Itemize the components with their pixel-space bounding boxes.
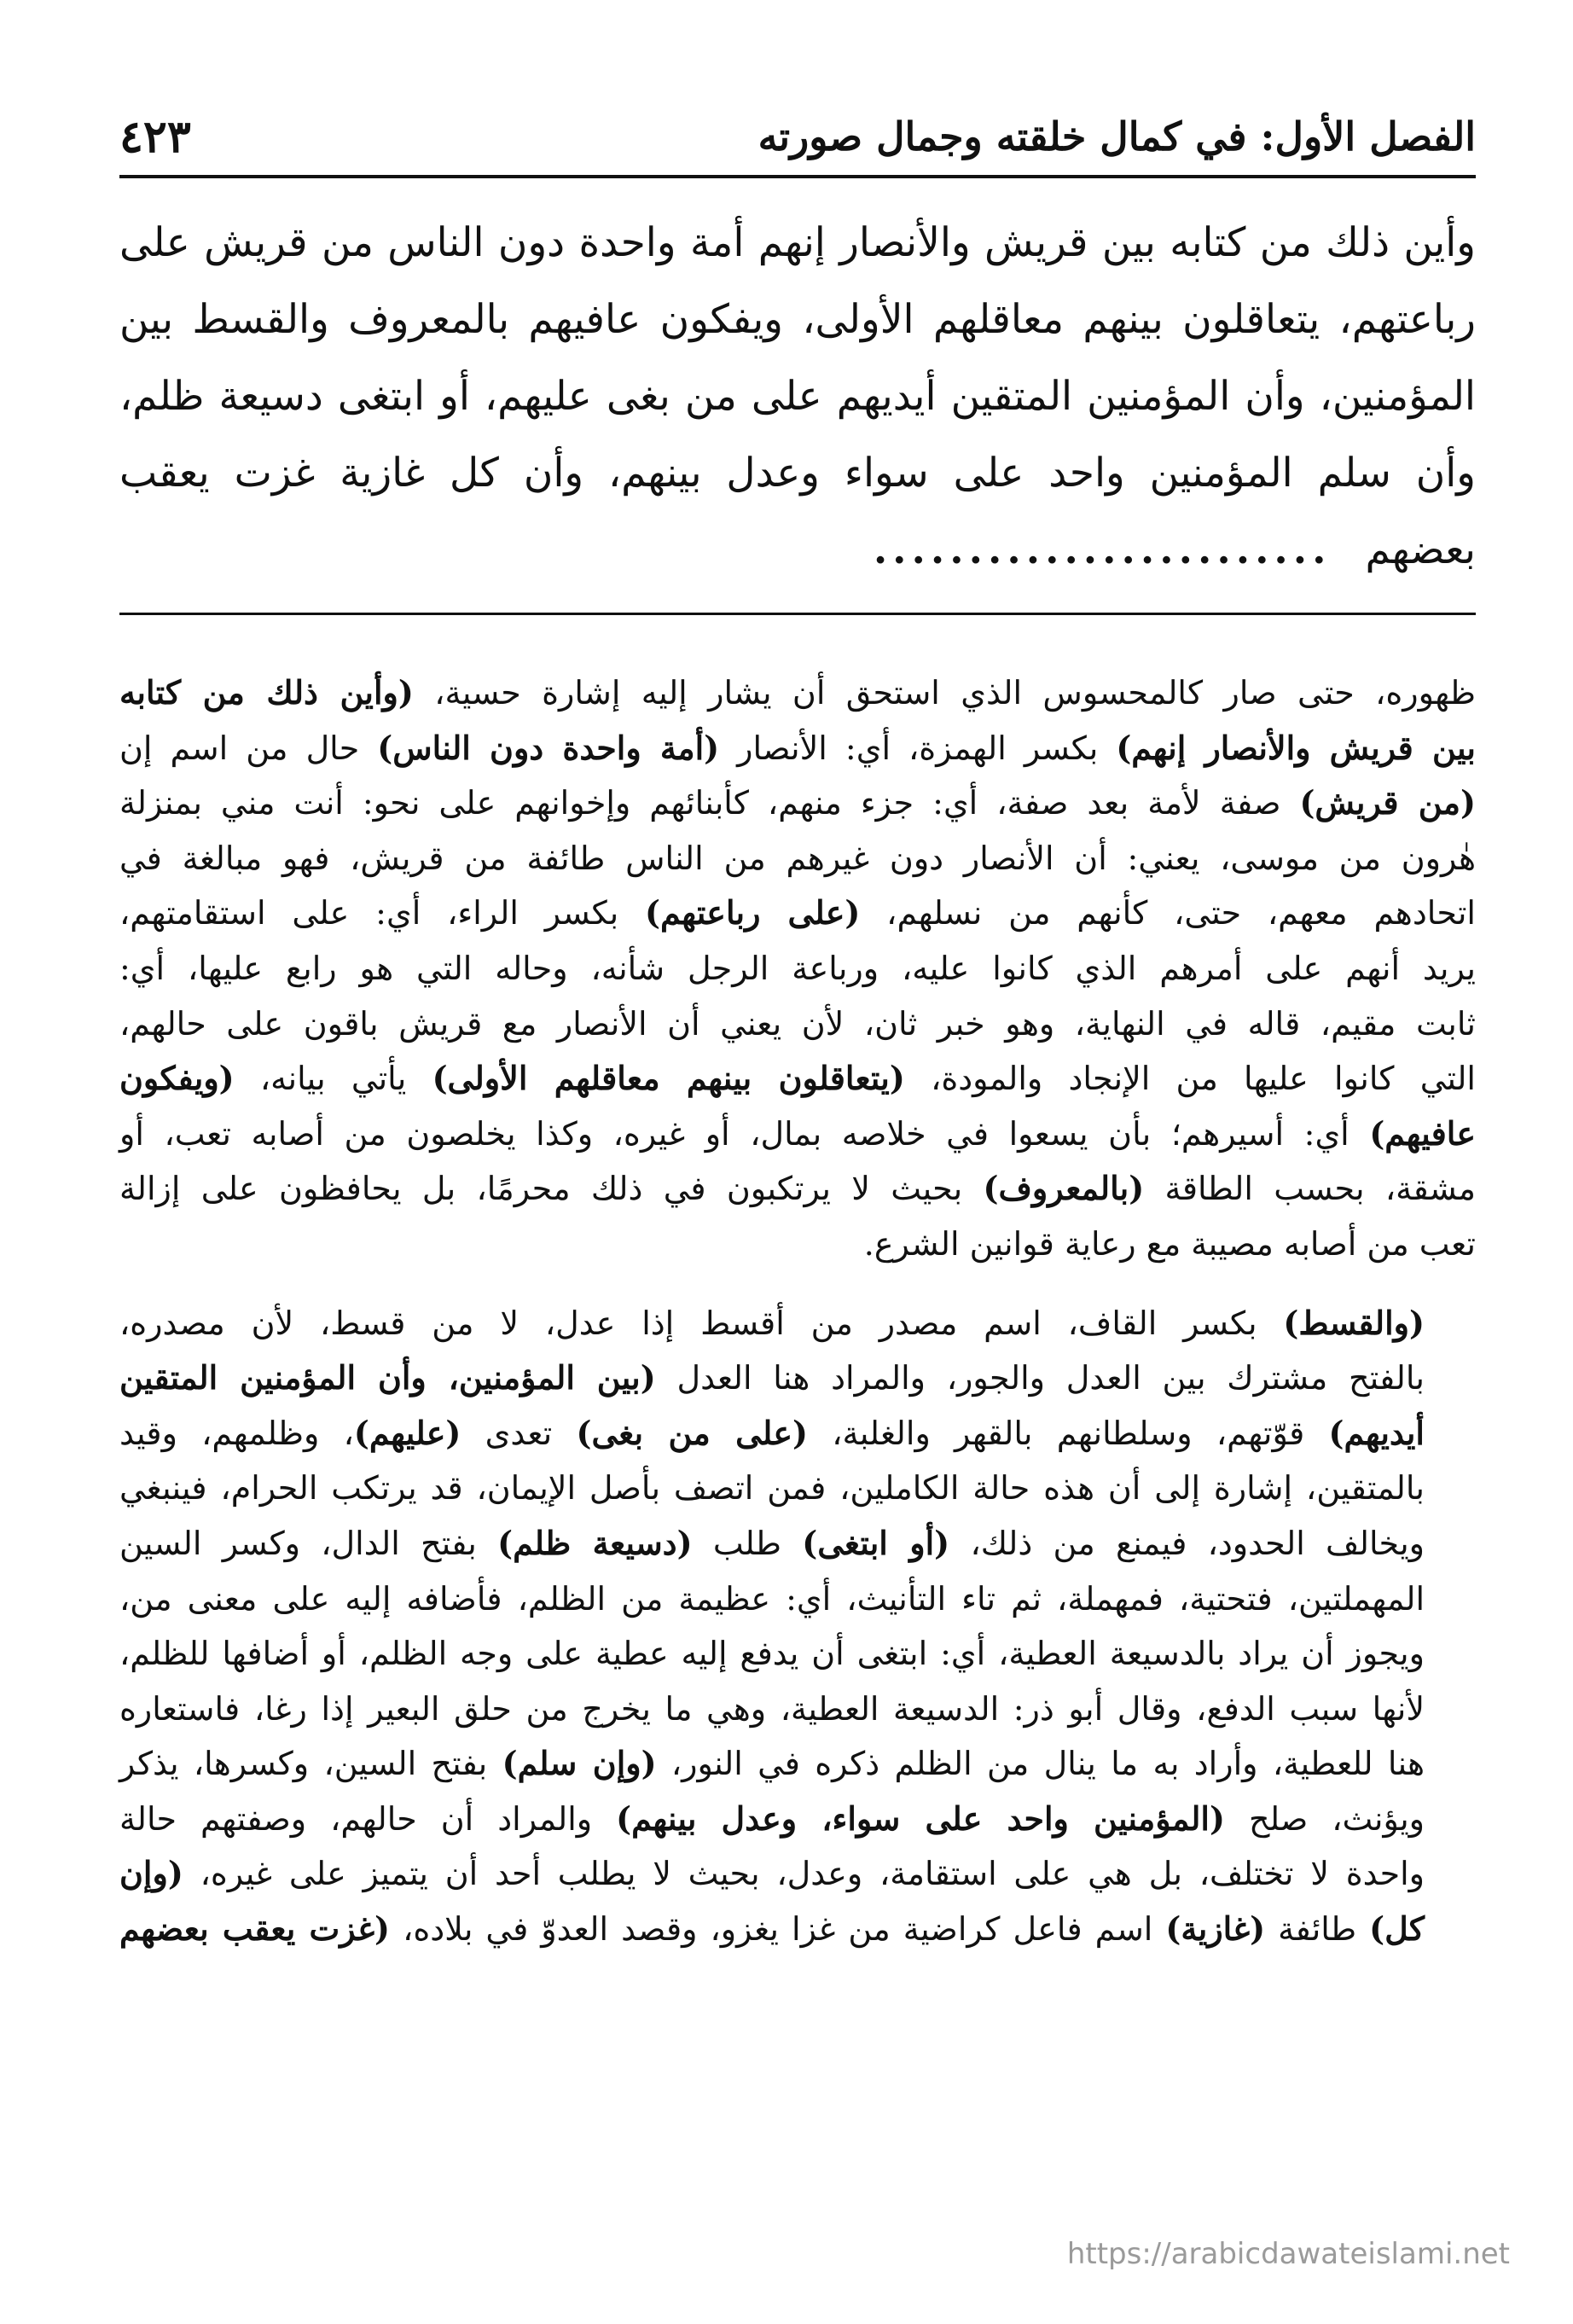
commentary-line xyxy=(119,831,1476,886)
chapter-title: الفصل الأول: في كمال خلقته وجمال صورته xyxy=(757,113,1476,160)
commentary-text: ، وظلمهم، وقيد xyxy=(119,1414,354,1452)
commentary-line xyxy=(119,1626,1476,1682)
commentary-text: ويجوز أن يراد بالدسيعة العطية، أي: ابتغى أن يدفع إليه عطية على وجه الظلم، أو أضافها للظلم، xyxy=(119,1635,1425,1673)
sharh-commentary xyxy=(119,665,1476,1957)
commentary-text: صفة لأمة بعد صفة، أي: جزء منهم، كأبنائهم وإخوانهم على نحو: أنت مني بمنزلة xyxy=(119,784,1300,822)
page-header xyxy=(119,102,1476,171)
commentary-text: مشقة، بحسب الطاقة xyxy=(1144,1170,1477,1208)
commentary-text: تعدى xyxy=(461,1414,577,1452)
commentary-line xyxy=(119,665,1476,721)
quoted-matn-text: (يتعاقلون بينهم معاقلهم الأولى) xyxy=(432,1059,905,1098)
quoted-matn-text: (وإن xyxy=(119,1854,183,1893)
commentary-text: قوّتهم، وسلطانهم بالقهر والغلبة، xyxy=(808,1414,1329,1452)
commentary-paragraph-1 xyxy=(119,665,1476,1272)
commentary-line xyxy=(119,1107,1476,1162)
commentary-text: بالفتح مشترك بين العدل والجور، والمراد هنا العدل xyxy=(655,1359,1425,1397)
commentary-line xyxy=(119,721,1476,776)
commentary-text: طلب xyxy=(692,1524,803,1562)
commentary-text: بالمتقين، إشارة إلى أن هذه حالة الكاملين، فمن اتصف بأصل الإيمان، قد يرتكب الحرام، فينبغي xyxy=(119,1469,1425,1508)
source-watermark: https://arabicdawateislami.net xyxy=(1066,2237,1510,2271)
commentary-line xyxy=(119,941,1476,996)
commentary-text: التي كانوا عليها من الإنجاد والمودة، xyxy=(904,1060,1476,1098)
commentary-line xyxy=(119,1516,1476,1572)
commentary-line xyxy=(119,776,1476,831)
commentary-line xyxy=(119,1572,1476,1627)
commentary-line xyxy=(119,1406,1476,1461)
matn-line: المؤمنين، وأن المؤمنين المتقين أيديهم على من بغى عليهم، أو ابتغى دسيعة ظلم، xyxy=(119,373,1476,420)
commentary-text: بحيث لا يرتكبون في ذلك محرمًا، بل يحافظون على إزالة xyxy=(119,1170,984,1208)
commentary-line xyxy=(119,1736,1476,1792)
matn-text xyxy=(119,205,1476,589)
commentary-text: بكسر القاف، اسم مصدر من أقسط إذا عدل، لا من قسط، لأن مصدره، xyxy=(119,1304,1284,1342)
quoted-matn-text: (على رباعتهم) xyxy=(645,893,861,933)
quoted-matn-text: بين قريش والأنصار إنهم) xyxy=(1116,728,1476,767)
quoted-matn-text: (أو ابتغى) xyxy=(802,1523,950,1562)
matn-ellipsis: ........................ xyxy=(873,526,1332,573)
quoted-matn-text: (والقسط) xyxy=(1283,1303,1425,1342)
commentary-text: واحدة لا تختلف، بل هي على استقامة، وعدل، بحيث لا يطلب أحد أن يتميز على غيره، xyxy=(183,1855,1425,1893)
quoted-matn-text: (على من بغى) xyxy=(576,1413,809,1452)
commentary-line xyxy=(119,1161,1476,1217)
commentary-text: ظهوره، حتى صار كالمحسوس الذي استحق أن يشار إليه إشارة حسية، xyxy=(413,674,1476,712)
commentary-text: ويخالف الحدود، فيمنع من ذلك، xyxy=(949,1524,1425,1562)
quoted-matn-text: عافيهم) xyxy=(1369,1113,1476,1153)
commentary-text: اتحادهم معهم، حتى، كأنهم من نسلهم، xyxy=(860,894,1476,933)
commentary-text: اسم فاعل كراضية من غزا يغزو، وقصد العدوّ في بلاده، xyxy=(390,1910,1166,1949)
commentary-text: هنا للعطية، وأراد به ما ينال من الظلم ذكره في النور، xyxy=(656,1745,1425,1783)
commentary-line xyxy=(119,1461,1476,1516)
commentary-line xyxy=(119,1792,1476,1847)
commentary-line xyxy=(119,1682,1476,1737)
commentary-text: ويؤنث، صلح xyxy=(1224,1799,1425,1838)
matn-line-last xyxy=(119,512,1476,589)
commentary-line xyxy=(119,1351,1476,1406)
commentary-text: أي: أسيرهم؛ بأن يسعوا في خلاصه بمال، أو غيره، وكذا يخلصون من أصابه تعب، أو xyxy=(119,1114,1370,1153)
quoted-matn-text: أيديهم) xyxy=(1328,1413,1425,1452)
header-rule xyxy=(119,175,1476,178)
quoted-matn-text: (وإن سلم) xyxy=(502,1744,657,1783)
matn-line: وأن سلم المؤمنين واحد على سواء وعدل بينهم، وأن كل غازية غزت يعقب xyxy=(119,450,1476,497)
quoted-matn-text: (وأين ذلك من كتابه xyxy=(119,673,414,712)
quoted-matn-text: (غازية) xyxy=(1165,1909,1266,1949)
commentary-text: بفتح الدال، وكسر السين xyxy=(119,1524,498,1562)
commentary-text: لأنها سبب الدفع، وقال أبو ذر: الدسيعة العطية، وهي ما يخرج من حلق البعير إذا رغا، فاستعاره xyxy=(119,1689,1425,1728)
commentary-text: يريد أنهم على أمرهم الذي كانوا عليه، ورباعة الرجل شأنه، وحاله التي هو رابع عليها، أي: xyxy=(119,949,1476,987)
commentary-text: حال من اسم إن xyxy=(119,729,378,767)
commentary-text: بكسر الراء، أي: على استقامتهم، xyxy=(119,894,646,933)
commentary-line xyxy=(119,886,1476,941)
quoted-matn-text: (من قريش) xyxy=(1299,783,1476,822)
matn-last-word: بعضهم xyxy=(1365,526,1476,573)
separator-rule xyxy=(119,613,1476,615)
quoted-matn-text: (بالمعروف) xyxy=(983,1169,1145,1208)
commentary-line xyxy=(119,1902,1476,1957)
commentary-text: ثابت مقيم، قاله في النهاية، وهو خبر ثان، لأن يعني أن الأنصار مع قريش باقون على حالهم، xyxy=(119,1004,1476,1043)
commentary-text: طائفة xyxy=(1265,1910,1370,1949)
commentary-text: بفتح السين، وكسرها، يذكر xyxy=(119,1745,502,1783)
page-number: ٤٢٣ xyxy=(119,110,191,163)
quoted-matn-text: (دسيعة ظلم) xyxy=(497,1523,693,1562)
quoted-matn-text: (أمة واحدة دون الناس) xyxy=(377,728,720,767)
quoted-matn-text: (المؤمنين واحد على سواء، وعدل بينهم) xyxy=(616,1798,1225,1838)
matn-line: رباعتهم، يتعاقلون بينهم معاقلهم الأولى، ويفكون عافيهم بالمعروف والقسط بين xyxy=(119,296,1476,343)
quoted-matn-text: (بين المؤمنين، وأن المؤمنين المتقين xyxy=(119,1358,656,1397)
quoted-matn-text: (غزت يعقب بعضهم xyxy=(119,1909,391,1949)
commentary-text: يأتي بيانه، xyxy=(234,1060,432,1098)
quoted-matn-text: (عليهم) xyxy=(353,1413,461,1452)
commentary-text: المهملتين، فتحتية، فمهملة، ثم تاء التأنيث، أي: عظيمة من الظلم، فأضافه إليه على معنى من، xyxy=(119,1579,1425,1618)
commentary-line xyxy=(119,996,1476,1052)
commentary-line xyxy=(119,1846,1476,1902)
matn-line: وأين ذلك من كتابه بين قريش والأنصار إنهم أمة واحدة دون الناس من قريش على xyxy=(119,219,1476,266)
commentary-line xyxy=(119,1051,1476,1107)
commentary-paragraph-2 xyxy=(119,1296,1476,1957)
commentary-text: والمراد أن حالهم، وصفتهم حالة xyxy=(119,1799,617,1838)
commentary-text: تعب من أصابه مصيبة مع رعاية قوانين الشرع. xyxy=(863,1224,1476,1263)
quoted-matn-text: (ويفكون xyxy=(119,1059,235,1098)
commentary-text: هٰرون من موسى، يعني: أن الأنصار دون غيرهم من الناس طائفة من قريش، فهو مبالغة في xyxy=(119,839,1476,877)
commentary-line xyxy=(119,1296,1476,1351)
commentary-line xyxy=(119,1217,1476,1272)
commentary-text: بكسر الهمزة، أي: الأنصار xyxy=(719,729,1117,767)
quoted-matn-text: كل) xyxy=(1369,1909,1425,1949)
